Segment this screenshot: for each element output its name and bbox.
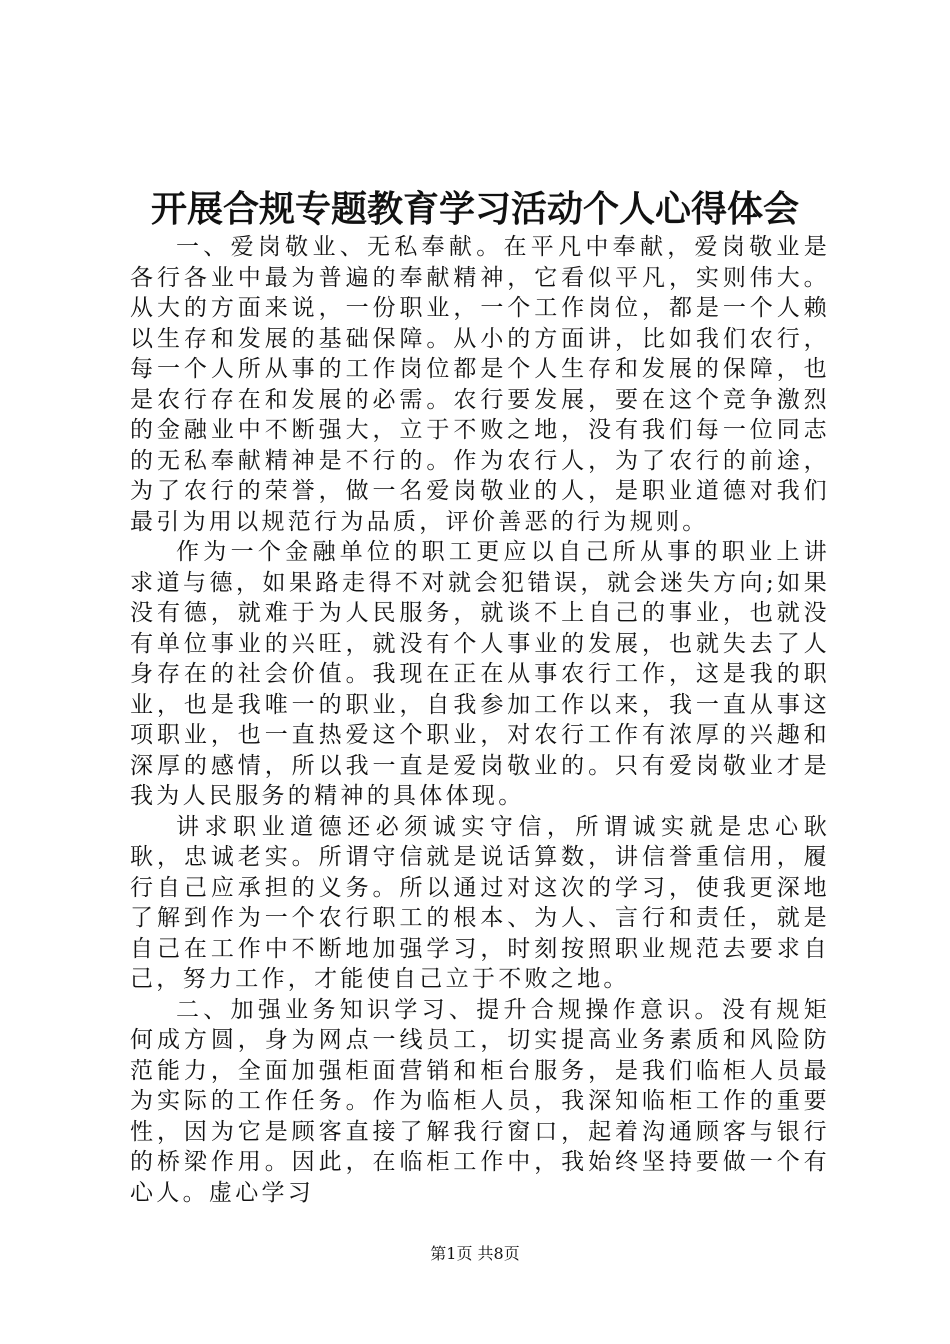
paragraph-4: 二、加强业务知识学习、提升合规操作意识。没有规矩何成方圆，身为网点一线员工，切实提高业务素质和风险防范能力，全面加强柜面营销和柜台服务，是我们临柜人员最为实际的工作任务。作为临柜人员，我深知临柜工作的重要性，因为它是顾客直接了解我行窗口，起着沟通顾客与银行的桥梁作用。因此，在临柜工作中，我始终坚持要做一个有心人。虚心学习: [130, 996, 830, 1206]
paragraph-3: 讲求职业道德还必须诚实守信，所谓诚实就是忠心耿耿，忠诚老实。所谓守信就是说话算数，讲信誉重信用，履行自己应承担的义务。所以通过对这次的学习，使我更深地了解到作为一个农行职工的根本、为人、言行和责任，就是自己在工作中不断地加强学习，时刻按照职业规范去要求自己，努力工作，才能使自己立于不败之地。: [130, 813, 830, 992]
paragraph-1: 一、爱岗敬业、无私奉献。在平凡中奉献，爱岗敬业是各行各业中最为普遍的奉献精神，它看似平凡，实则伟大。从大的方面来说，一份职业，一个工作岗位，都是一个人赖以生存和发展的基础保障。从小的方面讲，比如我们农行，每一个人所从事的工作岗位都是个人生存和发展的保障，也是农行存在和发展的必需。农行要发展，要在这个竞争激烈的金融业中不断强大，立于不败之地，没有我们每一位同志的无私奉献精神是不行的。作为农行人，为了农行的前途，为了农行的荣誉，做一名爱岗敬业的人，是职业道德对我们最引为用以规范行为品质，评价善恶的行为规则。: [130, 234, 830, 535]
paragraph-2: 作为一个金融单位的职工更应以自己所从事的职业上讲求道与德，如果路走得不对就会犯错误，就会迷失方向;如果没有德，就难于为人民服务，就谈不上自己的事业，也就没有单位事业的兴旺，就没有个人事业的发展，也就失去了人身存在的社会价值。我现在正在从事农行工作，这是我的职业，也是我唯一的职业，自我参加工作以来，我一直从事这项职业，也一直热爱这个职业，对农行工作有浓厚的兴趣和深厚的感情，所以我一直是爱岗敬业的。只有爱岗敬业才是我为人民服务的精神的具体体现。: [130, 539, 830, 809]
document-title: 开展合规专题教育学习活动个人心得体会: [150, 188, 799, 230]
document-body: [130, 232, 830, 1208]
page-number-footer: 第1页 共8页: [430, 1244, 520, 1263]
